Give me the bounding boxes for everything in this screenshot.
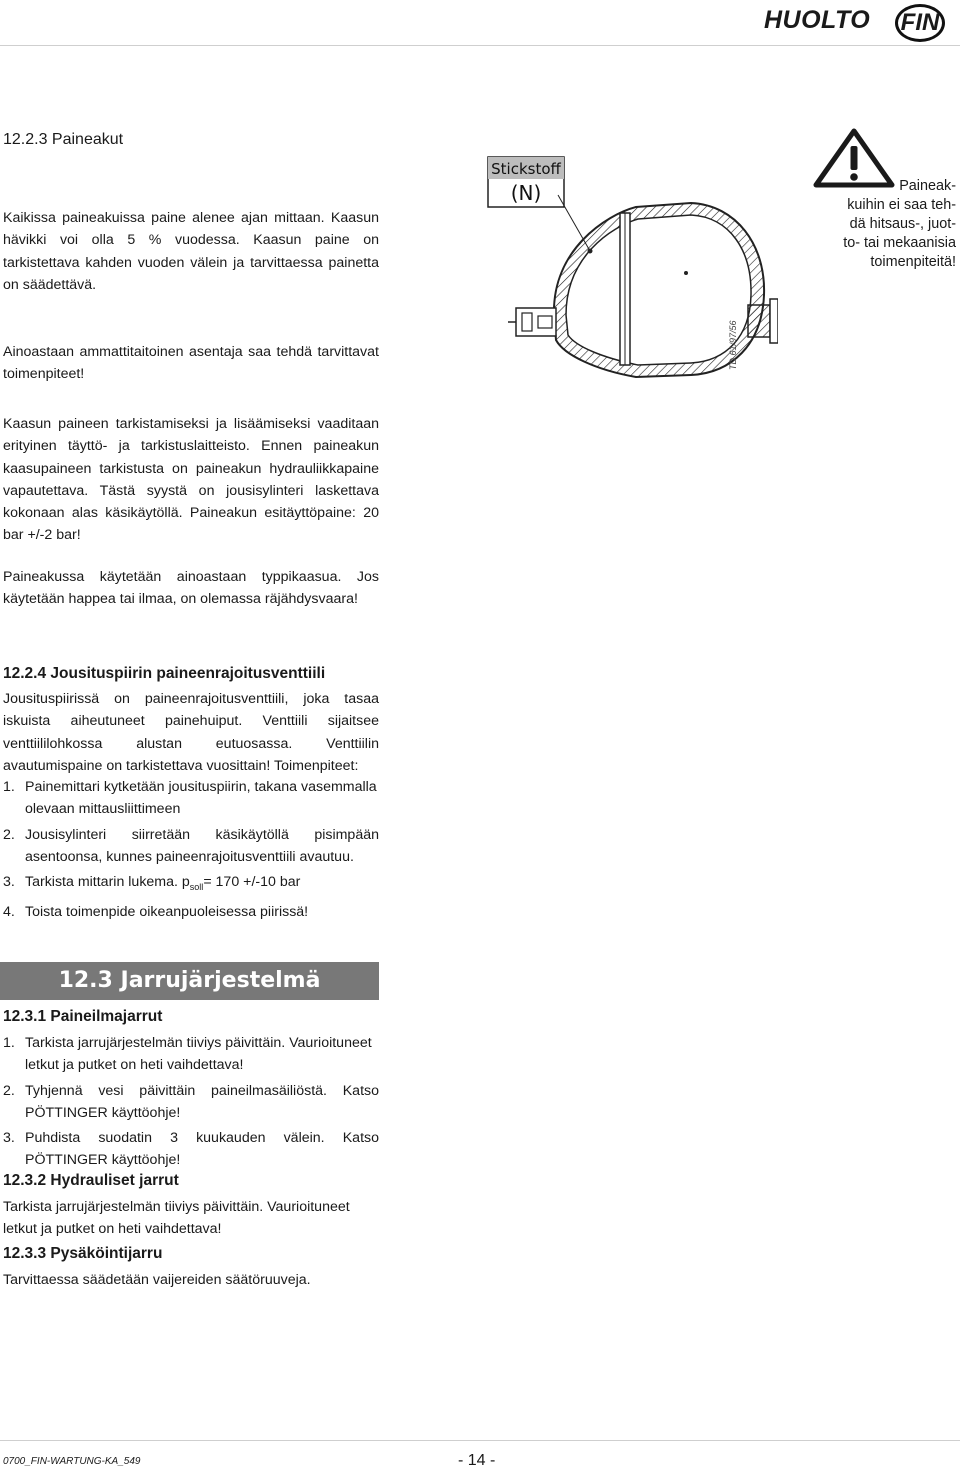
warning-line: toimenpiteitä! [870, 254, 956, 270]
paragraph-nitrogen-only: Paineakussa käytetään ainoastaan typpikaasua. Jos käytetään happea tai ilmaa, on olemassa räjähdysvaara! [3, 569, 379, 608]
section-title: Pysäköintijarru [50, 1245, 163, 1262]
section-heading-12-3-3 [3, 1243, 162, 1265]
language-badge-label: FIN [900, 9, 940, 36]
paragraph-check-equipment: Kaasun paineen tarkistamiseksi ja lisäämiseksi vaaditaan erityinen täyttö- ja tarkistuslaitteisto. Ennen paineakun kaasupaineen tarkistusta on paineakun hydrauliikkapaine vapautettava. Tästä syystä on jousisylinteri laskettava kokonaan alas käsikäytöllä. Paineakun esitäyttöpaine: 20 bar +/-2 bar! [3, 416, 379, 544]
list-item: 4. Toista toimenpide oikeanpuoleisessa piirissä! [3, 904, 309, 921]
document-code: 0700_FIN-WARTUNG-KA_549 [3, 1456, 141, 1467]
section-number: 12.3.3 [3, 1245, 47, 1262]
paragraph-qualified-fitter: Ainoastaan ammattitaitoinen asentaja saa tehdä tarvittavat toimenpiteet! [3, 344, 379, 383]
header-rule [0, 45, 960, 46]
section-title: Jousituspiirin paineenrajoitusventtiili [50, 665, 326, 682]
list-item: 1. Tarkista jarrujärjestelmän tiiviys päivittäin. Vaurioituneet letkut ja putket on heti vaihdettava! [3, 1035, 372, 1074]
air-brake-steps [3, 1032, 379, 1175]
list-item: 3. Tarkista mittarin lukema. $p_{soll}= 170 +/-10$ bar [3, 874, 301, 893]
paragraph-gas-loss: Kaikissa paineakuissa paine alenee ajan mittaan. Kaasun hävikki voi olla 5 % vuodessa. Kaasun paine on tarkistettava kahden vuoden välein ja tarvittaessa painetta on säädettävä. [3, 210, 379, 293]
drawing-code: TD 61/97/56 [728, 320, 738, 370]
list-item: 3. Puhdista suodatin 3 kuukauden välein. Katso PÖTTINGER käyttöohje! [3, 1130, 379, 1169]
paragraph-hydraulic-brakes: Tarkista jarrujärjestelmän tiiviys päivittäin. Vaurioituneet letkut ja putket on heti vaihdettava! [3, 1199, 350, 1238]
section-heading-12-2-3: 12.2.3 Paineakut [3, 131, 124, 148]
list-item: 1. Painemittari kytketään jousituspiirin, takana vasemmalla olevaan mittausliittimeen [3, 779, 377, 818]
paragraph-parking-brake: Tarvittaessa säädetään vaijereiden säätöruuveja. [3, 1272, 311, 1288]
page-number: - 14 - [458, 1452, 496, 1469]
warning-line: Paineak- [899, 178, 956, 194]
footer-rule [0, 1440, 960, 1441]
warning-text [790, 177, 956, 272]
header-title: HUOLTO [764, 6, 871, 34]
relief-valve-steps [3, 776, 379, 927]
nitrogen-label-line1: Stickstoff [491, 160, 561, 178]
section-heading-12-3-2 [3, 1170, 179, 1192]
section-number: 12.3.2 [3, 1172, 47, 1189]
section-heading-12-3-1 [3, 1006, 162, 1028]
list-item: 2. Jousisylinteri siirretään käsikäytöllä pisimpään asentoonsa, kunnes paineenrajoitusventtiili avautuu. [3, 826, 379, 865]
section-banner-12-3: 12.3 Jarrujärjestelmä [0, 962, 379, 1000]
list-item: 2. Tyhjennä vesi päivittäin paineilmasäiliöstä. Katso PÖTTINGER käyttöohje! [3, 1082, 379, 1121]
section-title: Hydrauliset jarrut [50, 1172, 179, 1189]
warning-line: to- tai mekaanisia [843, 235, 956, 251]
nitrogen-label-line2: (N) [510, 181, 542, 205]
paragraph-relief-valve: Jousituspiirissä on paineenrajoitusventtiili, joka tasaa iskuista aiheutuneet painehuiput. Venttiili sijaitsee venttiililohkossa alustan eutuosassa. Venttiilin avautumispaine on tarkistettava vuosittain! Toimenpiteet: [3, 691, 379, 774]
section-title: Paineilmajarrut [50, 1008, 163, 1025]
warning-line: kuihin ei saa teh- [847, 197, 956, 213]
hydraulic-connection [748, 305, 770, 337]
section-number: 12.2.4 [3, 665, 47, 682]
language-badge [895, 4, 945, 42]
section-number: 12.3.1 [3, 1008, 47, 1025]
warning-line: dä hitsaus-, juot- [849, 216, 956, 232]
accumulator-diagram [486, 155, 778, 400]
section-heading-12-2-4 [3, 663, 325, 685]
